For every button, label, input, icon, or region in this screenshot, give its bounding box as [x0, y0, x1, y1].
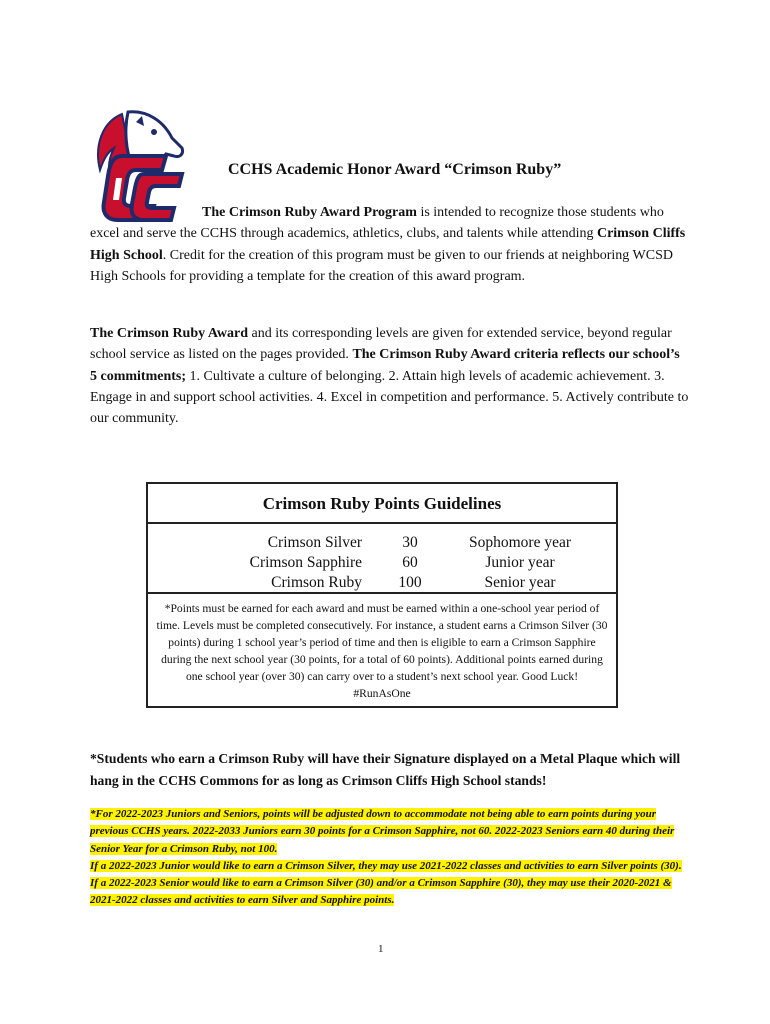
- page-number: 1: [378, 943, 384, 955]
- school-name: Crimson Cliffs High School: [90, 226, 686, 263]
- level-point-value: 60: [402, 554, 418, 571]
- level-names: [174, 533, 370, 593]
- level-point-value: 100: [398, 574, 422, 591]
- level-name: Crimson Ruby: [271, 574, 362, 591]
- level-years: [450, 533, 590, 593]
- intro-paragraph: [90, 202, 690, 287]
- document-title: CCHS Academic Honor Award “Crimson Ruby”: [228, 161, 562, 178]
- points-guidelines-box: [146, 482, 618, 708]
- intro-text-2: . Credit for the creation of this program must be given to our friends at neighboring WCSD High Schools for providing a template for the creation of this award program.: [90, 247, 673, 284]
- level-name: Crimson Sapphire: [249, 554, 362, 571]
- award-name: The Crimson Ruby Award: [90, 326, 249, 341]
- guidelines-note: *Points must be earned for each award and must be earned within a one-school year period of time. Levels must be completed consecutively. For instance, a student earns a Crimson Silver (30 points) during 1 school year’s period of time and then is eligible to earn a Crimson Sapphire during the next school year (30 points, for a total of 60 points). Additional points earned during one school year (over 30) can carry over to a student’s next school year. Good Luck! #RunAsOne: [156, 602, 608, 700]
- level-year: Junior year: [485, 554, 555, 571]
- level-points: [370, 533, 450, 593]
- level-point-value: 30: [402, 534, 418, 551]
- intro-text-1: is intended to recognize those students who excel and serve the CCHS through academics, athletics, clubs, and talents while attending: [90, 205, 664, 242]
- program-name: The Crimson Ruby Award Program: [202, 205, 417, 220]
- award-text-2: 1. Cultivate a culture of belonging. 2. Attain high levels of academic achievement. 3. Engage in and support school activities. 4. Excel in competition and performance. 5. Actively contribute to our community.: [90, 368, 689, 427]
- guidelines-title: Crimson Ruby Points Guidelines: [148, 484, 616, 524]
- level-year: Senior year: [484, 574, 556, 591]
- plaque-note: *Students who earn a Crimson Ruby will have their Signature displayed on a Metal Plaque which will hang in the CCHS Commons for as long as Crimson Cliffs High School stands!: [90, 751, 681, 788]
- box-divider: [148, 592, 616, 594]
- award-text-1: and its corresponding levels are given for extended service, beyond regular school service as listed on the pages provided.: [90, 326, 672, 363]
- highlight-note-2: If a 2022-2023 Junior would like to earn a Crimson Silver, they may use 2021-2022 classes and activities to earn Silver points (30). If a 2022-2023 Senior would like to earn a Crimson Silver (30) and/or a Crimson Sapphire (30), they may use their 2020-2021 & 2021-2022 classes and activities to earn Silver and Sapphire points.: [90, 859, 682, 907]
- award-criteria: The Crimson Ruby Award criteria reflects our school’s 5 commitments;: [90, 347, 680, 384]
- highlight-note-1: *For 2022-2023 Juniors and Seniors, points will be adjusted down to accommodate not being able to earn points during your previous CCHS years. 2022-2033 Juniors earn 30 points for a Crimson Sapphire, not 60. 2022-2023 Seniors earn 40 during their Senior Year for a Crimson Ruby, not 100.: [90, 808, 675, 855]
- highlighted-notes: [90, 806, 690, 910]
- level-name: Crimson Silver: [267, 534, 362, 551]
- level-year: Sophomore year: [468, 534, 571, 551]
- levels-table: [148, 524, 616, 593]
- award-paragraph: [90, 323, 690, 429]
